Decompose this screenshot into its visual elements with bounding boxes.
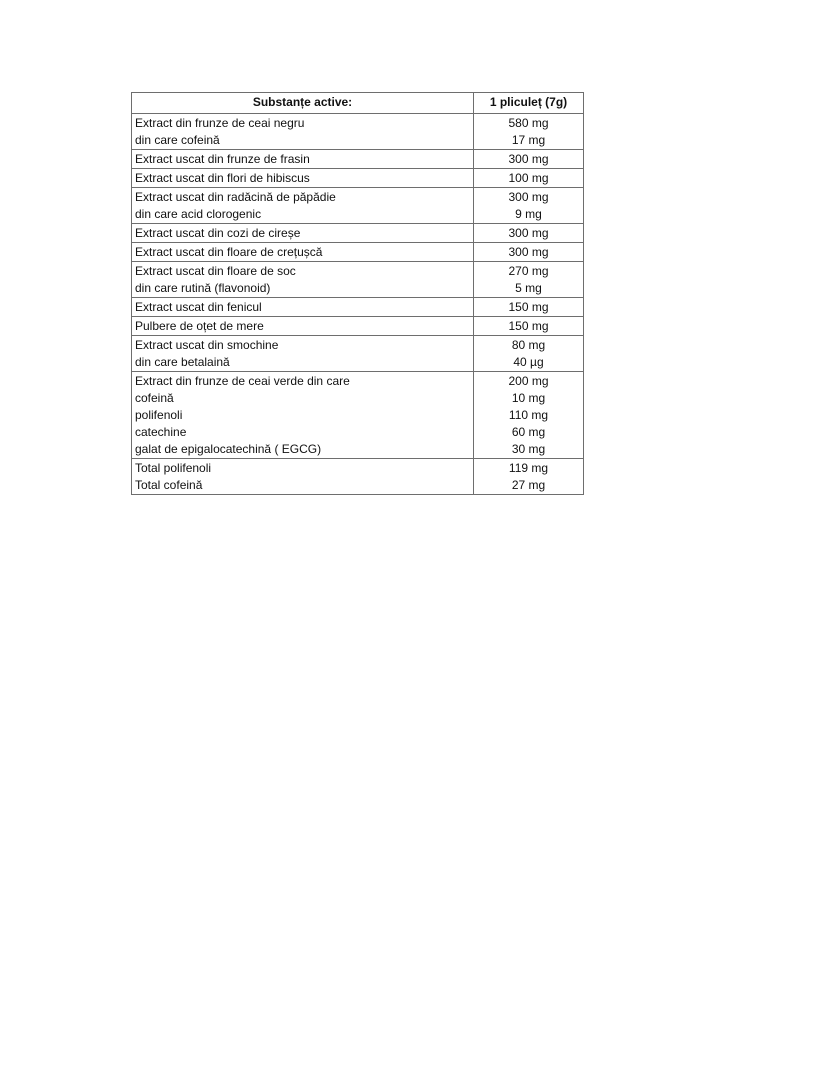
amount-cell: [474, 372, 584, 459]
substance-name: polifenoli: [135, 408, 183, 422]
substance-name: din care cofeină: [135, 133, 220, 147]
substance-cell: [132, 372, 474, 459]
substance-name: Extract uscat din flori de hibiscus: [135, 171, 310, 185]
table-row: [132, 114, 584, 150]
amount-value: 300 mg: [508, 226, 549, 240]
amount-value: 9 mg: [515, 207, 542, 221]
amount-value: 200 mg: [508, 374, 549, 388]
amount-value: 150 mg: [508, 300, 549, 314]
header-substance: Substanțe active:: [132, 93, 474, 114]
table-row: [132, 262, 584, 298]
amount-value: 300 mg: [508, 190, 549, 204]
amount-value: 580 mg: [508, 116, 549, 130]
amount-value: 10 mg: [511, 391, 546, 405]
table-row: [132, 336, 584, 372]
substance-cell: [132, 114, 474, 150]
substance-cell: [132, 459, 474, 495]
amount-value: 17 mg: [511, 133, 546, 147]
amount-value: 60 mg: [511, 425, 546, 439]
amount-value: 270 mg: [508, 264, 549, 278]
substance-name: Extract uscat din floare de soc: [135, 264, 296, 278]
substance-name: Total cofeină: [135, 478, 203, 492]
amount-value: 300 mg: [508, 245, 549, 259]
table-row: [132, 317, 584, 336]
table-row: [132, 243, 584, 262]
substance-name: Extract din frunze de ceai negru: [135, 116, 305, 130]
table-row: [132, 188, 584, 224]
amount-value: 150 mg: [508, 319, 549, 333]
substance-name: catechine: [135, 425, 187, 439]
amount-value: 100 mg: [508, 171, 549, 185]
amount-value: 300 mg: [508, 152, 549, 166]
amount-value: 80 mg: [511, 338, 546, 352]
table-row: [132, 372, 584, 459]
active-substances-table: [131, 92, 584, 495]
substance-cell: [132, 188, 474, 224]
amount-cell: [474, 317, 584, 336]
amount-value: 110 mg: [508, 408, 549, 422]
substance-name: Pulbere de oțet de mere: [135, 319, 264, 333]
substance-cell: [132, 336, 474, 372]
amount-value: 27 mg: [511, 478, 546, 492]
substance-cell: [132, 224, 474, 243]
table-row: [132, 150, 584, 169]
amount-cell: [474, 169, 584, 188]
amount-cell: [474, 188, 584, 224]
substance-cell: [132, 243, 474, 262]
header-amount: 1 pliculeț (7g): [474, 93, 584, 114]
substance-name: galat de epigalocatechină ( EGCG): [135, 442, 322, 456]
amount-cell: [474, 224, 584, 243]
table-row: [132, 459, 584, 495]
substance-name: Extract uscat din cozi de cireșe: [135, 226, 301, 240]
substance-name: Extract uscat din smochine: [135, 338, 279, 352]
substance-name: din care rutină (flavonoid): [135, 281, 271, 295]
amount-cell: [474, 298, 584, 317]
table-header-row: [132, 93, 584, 114]
amount-value: 40 µg: [513, 355, 544, 369]
amount-cell: [474, 262, 584, 298]
amount-value: 5 mg: [515, 281, 542, 295]
amount-cell: [474, 150, 584, 169]
amount-cell: [474, 336, 584, 372]
table-row: [132, 224, 584, 243]
table-row: [132, 169, 584, 188]
substance-name: Extract uscat din radăcină de păpădie: [135, 190, 336, 204]
substance-name: Extract din frunze de ceai verde din care: [135, 374, 350, 388]
table-row: [132, 298, 584, 317]
amount-value: 119 mg: [508, 461, 549, 475]
substance-name: Extract uscat din fenicul: [135, 300, 262, 314]
substance-name: din care betalaină: [135, 355, 230, 369]
substance-name: Total polifenoli: [135, 461, 212, 475]
substance-cell: [132, 150, 474, 169]
amount-cell: [474, 459, 584, 495]
substance-cell: [132, 317, 474, 336]
substance-cell: [132, 298, 474, 317]
substance-name: Extract uscat din floare de crețușcă: [135, 245, 323, 259]
table-body: [132, 114, 584, 495]
substance-name: Extract uscat din frunze de frasin: [135, 152, 310, 166]
substance-cell: [132, 262, 474, 298]
substance-cell: [132, 169, 474, 188]
substance-name: cofeină: [135, 391, 174, 405]
amount-value: 30 mg: [511, 442, 546, 456]
amount-cell: [474, 243, 584, 262]
amount-cell: [474, 114, 584, 150]
substance-name: din care acid clorogenic: [135, 207, 262, 221]
